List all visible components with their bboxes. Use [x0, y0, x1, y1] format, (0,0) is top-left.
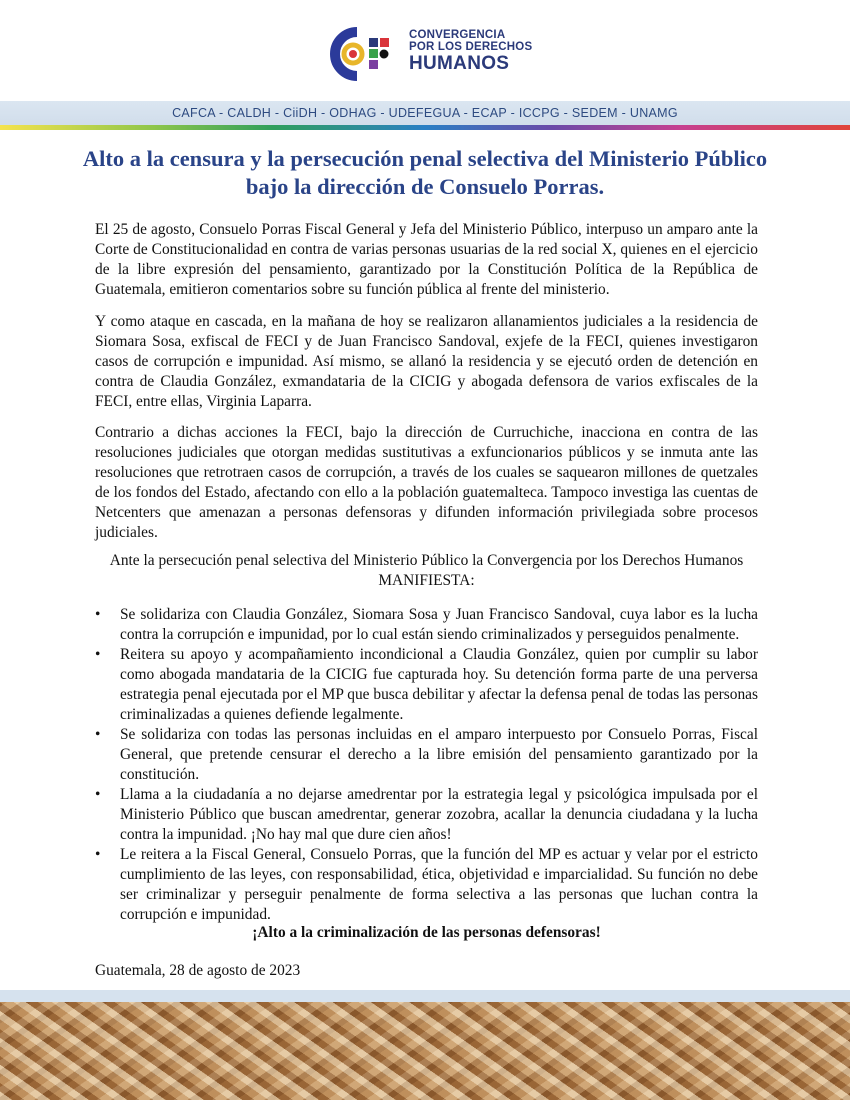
bullet-icon: •	[95, 726, 101, 743]
list-item-text: Le reitera a la Fiscal General, Consuelo Porras, que la función del MP es actuar y velar por el estricto cumplimiento de las leyes, con responsabilidad, ética, objetividad e imparcialidad. Su función no debe ser criminalizar y perseguir penalmente de forma selectiva a las personas que luchan contra la corrupción e impunidad.	[120, 846, 758, 923]
list-item	[95, 785, 758, 845]
manifest-list	[95, 605, 758, 925]
logo-line-3: HUMANOS	[409, 53, 510, 74]
list-item	[95, 845, 758, 925]
list-item-text: Se solidariza con todas las personas incluidas en el amparo interpuesto por Consuelo Porras, Fiscal General, que pretende censurar el derecho a la libre emisión del pensamiento garantizado por la constitución.	[120, 726, 758, 783]
manifest-statement	[95, 551, 758, 591]
closing-slogan: ¡Alto a la criminalización de las personas defensoras!	[252, 924, 601, 941]
list-item-text: Se solidariza con Claudia González, Siomara Sosa y Juan Francisco Sandoval, cuya labor es la lucha contra la corrupción e impunidad, por lo cual están siendo criminalizados y perseguidos penalmente.	[120, 606, 758, 643]
logo-line-1: CONVERGENCIA	[409, 29, 506, 41]
convergencia-logo-icon	[323, 24, 403, 84]
list-item	[95, 605, 758, 645]
logo-text	[409, 30, 532, 73]
logo-line-2: POR LOS DERECHOS	[409, 40, 533, 53]
document-date: Guatemala, 28 de agosto de 2023	[95, 962, 301, 979]
paragraph-3: Contrario a dichas acciones la FECI, bajo la dirección de Curruchiche, inacciona en contra de las resoluciones judiciales que otorgan medidas sustitutivas a exfuncionarios públicos y se inmuta ante las resoluciones que retrotraen casos de corrupción, a través de los cuales se saquearon millones de quetzales de los fondos del Estado, afectando con ello a la población guatemalteca. Tampoco investiga las cuentas de Netcenters que amenazan a personas defensoras y difunden información privilegiada sobre procesos judiciales.	[95, 424, 758, 541]
bullet-icon: •	[95, 786, 101, 803]
rainbow-divider	[0, 125, 850, 130]
document-title: Alto a la censura y la persecución penal selectiva del Ministerio Público bajo la dirección de Consuelo Porras.	[82, 146, 768, 199]
member-organizations-text: CAFCA - CALDH - CiiDH - ODHAG - UDEFEGUA - ECAP - ICCPG - SEDEM - UNAMG	[172, 106, 678, 120]
woven-texture-footer	[0, 1002, 850, 1100]
manifest-word: MANIFIESTA:	[378, 572, 475, 589]
bullet-icon: •	[95, 646, 101, 663]
list-item	[95, 725, 758, 785]
list-item-text: Llama a la ciudadanía a no dejarse amedrentar por la estrategia legal y psicológica impulsada por el Ministerio Público que buscan amedrentar, generar zozobra, acallar la denuncia ciudadana y la lucha contra la impunidad. ¡No hay mal que dure cien años!	[120, 786, 758, 843]
paragraph-2: Y como ataque en cascada, en la mañana de hoy se realizaron allanamientos judiciales a la residencia de Siomara Sosa, exfiscal de FECI y de Juan Francisco Sandoval, exjefe de la FECI, quienes investigaron casos de corrupción e impunidad. Así mismo, se allanó la residencia y se ejecutó orden de detención en contra de Claudia González, exmandataria de la CICIG y abogada defensora de varios exfiscales de la FECI, entre ellas, Virginia Laparra.	[95, 313, 758, 410]
paragraph-1: El 25 de agosto, Consuelo Porras Fiscal General y Jefa del Ministerio Público, interpuso un amparo ante la Corte de Constitucionalidad en contra de varias personas usuarias de la red social X, quienes en el ejercicio de la libre expresión del pensamiento, garantizado por la Constitución Política de la República de Guatemala, emitieron comentarios sobre su función pública al frente del ministerio.	[95, 221, 758, 298]
footer-band	[0, 990, 850, 1002]
list-item	[95, 645, 758, 725]
list-item-text: Reitera su apoyo y acompañamiento incondicional a Claudia González, quien por cumplir su labor como abogada mandataria de la CICIG fue capturada hoy. Su detención forma parte de una perversa estrategia penal ejecutada por el MP que busca debilitar y afectar la defensa penal de todas las personas criminalizadas a quienes defiende legalmente.	[120, 646, 758, 723]
bullet-icon: •	[95, 606, 101, 623]
manifest-intro: Ante la persecución penal selectiva del Ministerio Público la Convergencia por los Derechos Humanos	[109, 552, 744, 569]
organization-logo	[323, 24, 543, 84]
bullet-icon: •	[95, 846, 101, 863]
